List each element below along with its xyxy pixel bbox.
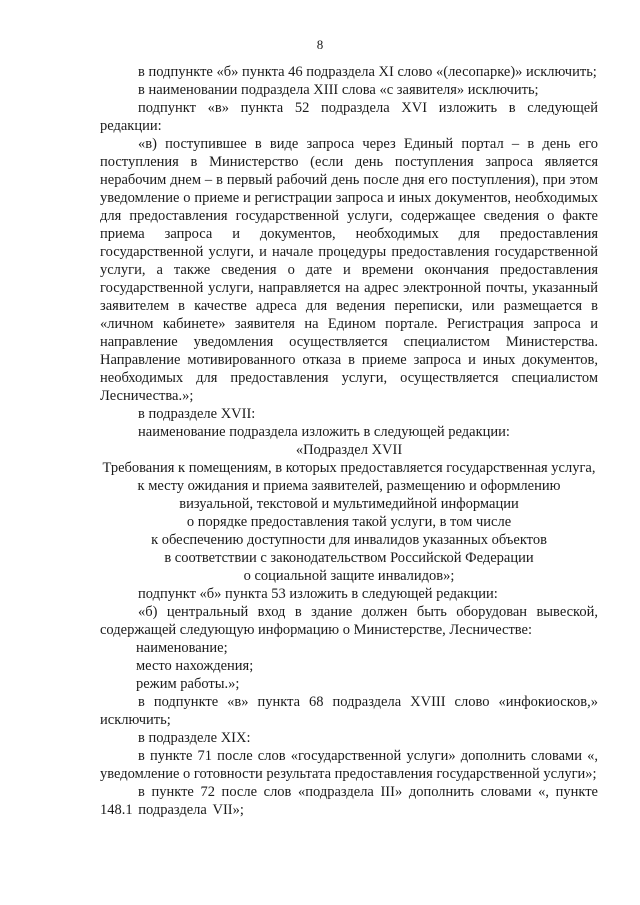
paragraph: «б) центральный вход в здание должен быть оборудован вывеской, содержащей следующую информацию о Министерстве, Лесничестве: (100, 604, 598, 638)
paragraph: в пункте 71 после слов «государственной услуги» дополнить словами «, уведомление о готовности результата предоставления государственной услуги»; (100, 748, 598, 782)
paragraph: подпункт «в» пункта 52 подраздела XVI изложить в следующей редакции: (100, 100, 598, 134)
paragraph: Требования к помещениям, в которых предоставляется государственная услуга, к месту ожидания и приема заявителей, размещению и оформлению визуальной, текстовой и мультимедийной информации (102, 460, 596, 512)
paragraph: в подразделе XIX: (138, 730, 251, 746)
paragraph: место нахождения; (136, 658, 254, 674)
paragraph: «в) поступившее в виде запроса через Единый портал – в день его поступления в Министерство (если день поступления запроса является нерабочим днем – в первый рабочий день после дня его поступления), при этом уведомление о приеме и регистрации запроса и иных документов, необходимых для предоставления государственной услуги, содержащее сведения о факте приема запроса и документов, необходимых для предоставления государственной услуги, и начале процедуры предоставления государственной услуги, а также сведения о дате и времени окончания предоставления государственной услуги, направляется на адрес электронной почты, указанный заявителем в качестве адреса для ведения переписки, или размещается в «личном кабинете» заявителя на Едином портале. Регистрация запроса и направление уведомления осуществляется специалистом Министерства. Направление мотивированного отказа в приеме запроса и иных документов, необходимых для предоставления услуги, осуществляется специалистом Лесничества.»; (100, 136, 598, 404)
paragraph: к обеспечению доступности для инвалидов указанных объектов (151, 532, 547, 548)
paragraph: о социальной защите инвалидов»; (243, 568, 455, 584)
paragraph: режим работы.»; (136, 676, 240, 692)
paragraph: в пункте 72 после слов «подраздела III» дополнить словами «, пункте 148.1 подраздела VII»; (100, 784, 598, 818)
paragraph: наименование; (136, 640, 228, 656)
page-number: 8 (316, 37, 324, 52)
document-body (100, 63, 598, 819)
paragraph: в подпункте «б» пункта 46 подраздела XI слово «(лесопарке)» исключить; (138, 64, 597, 80)
paragraph: о порядке предоставления такой услуги, в том числе (186, 514, 512, 530)
paragraph: в подпункте «в» пункта 68 подраздела XVIII слово «инфокиосков,» исключить; (100, 694, 598, 728)
paragraph: в соответствии с законодательством Российской Федерации (164, 550, 534, 566)
paragraph: «Подраздел XVII (295, 442, 403, 458)
paragraph: подпункт «б» пункта 53 изложить в следующей редакции: (138, 586, 498, 602)
paragraph: в подразделе XVII: (138, 406, 256, 422)
paragraph: наименование подраздела изложить в следующей редакции: (138, 424, 510, 440)
paragraph: в наименовании подраздела XIII слова «с заявителя» исключить; (138, 82, 539, 98)
